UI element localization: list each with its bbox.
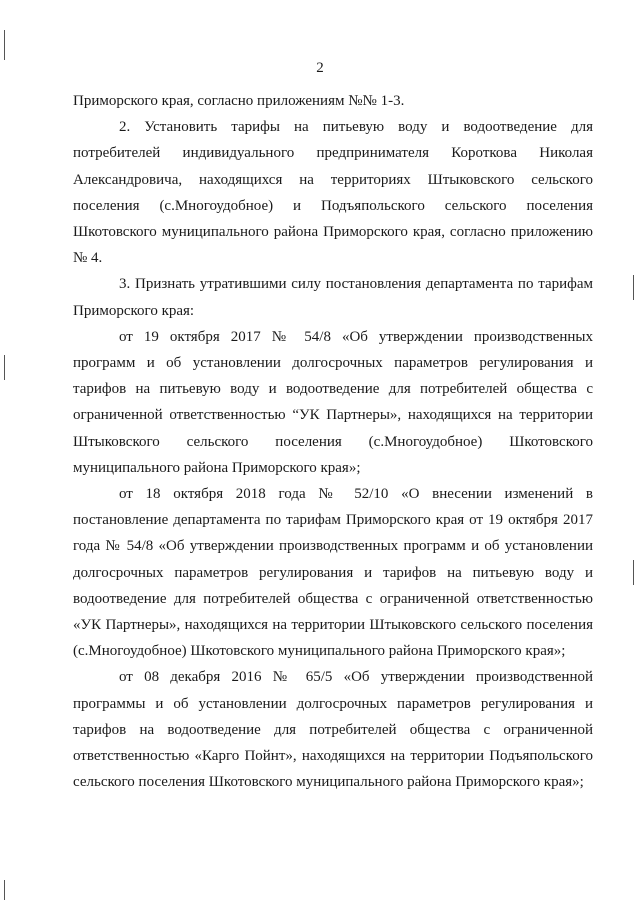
paragraph: 3. Признать утратившими силу постановления департамента по тарифам Приморского края:: [73, 276, 593, 319]
scan-edge-mark: [4, 30, 5, 60]
scan-edge-mark: [633, 275, 634, 300]
paragraph: 2. Установить тарифы на питьевую воду и водоотведение для потребителей индивидуального предпринимателя Короткова Николая Александровича, находящихся на территориях Штыковского сельского поселения (с.Многоудобное) и Подъяпольского сельского поселения Шкотовского муниципального района Приморского края, согласно приложению № 4.: [73, 119, 593, 267]
paragraph: от 18 октября 2018 года № 52/10 «О внесении изменений в постановление департамента по тарифам Приморского края от 19 октября 2017 года № 54/8 «Об утверждении производственных программ и об установлении долгосрочных параметров регулирования и тарифов на питьевую воду и водоотведение для потребителей общества с ограниченной ответственностью «УК Партнеры», находящихся на территории Штыковского сельского поселения (с.Многоудобное) Шкотовского муниципального района Приморского края»;: [73, 486, 593, 660]
scan-edge-mark: [4, 880, 5, 900]
page-number: 2: [316, 60, 324, 76]
paragraph: от 08 декабря 2016 № 65/5 «Об утверждении производственной программы и об установлении долгосрочных параметров регулирования и тарифов на водоотведение для потребителей общества с ограниченной ответственностью «Карго Пойнт», находящихся на территории Подъяпольского сельского поселения Шкотовского муниципального района Приморского края»;: [73, 669, 593, 791]
paragraph: Приморского края, согласно приложениям №№ 1-3.: [73, 93, 405, 109]
scan-edge-mark: [633, 560, 634, 585]
scan-edge-mark: [4, 355, 5, 380]
paragraph: от 19 октября 2017 № 54/8 «Об утверждении производственных программ и об установлении долгосрочных параметров регулирования и тарифов на питьевую воду и водоотведение для потребителей общества с ограниченной ответственностью “УК Партнеры», находящихся на территории Штыковского сельского поселения (с.Многоудобное) Шкотовского муниципального района Приморского края»;: [73, 328, 593, 476]
document-body: [73, 88, 593, 795]
